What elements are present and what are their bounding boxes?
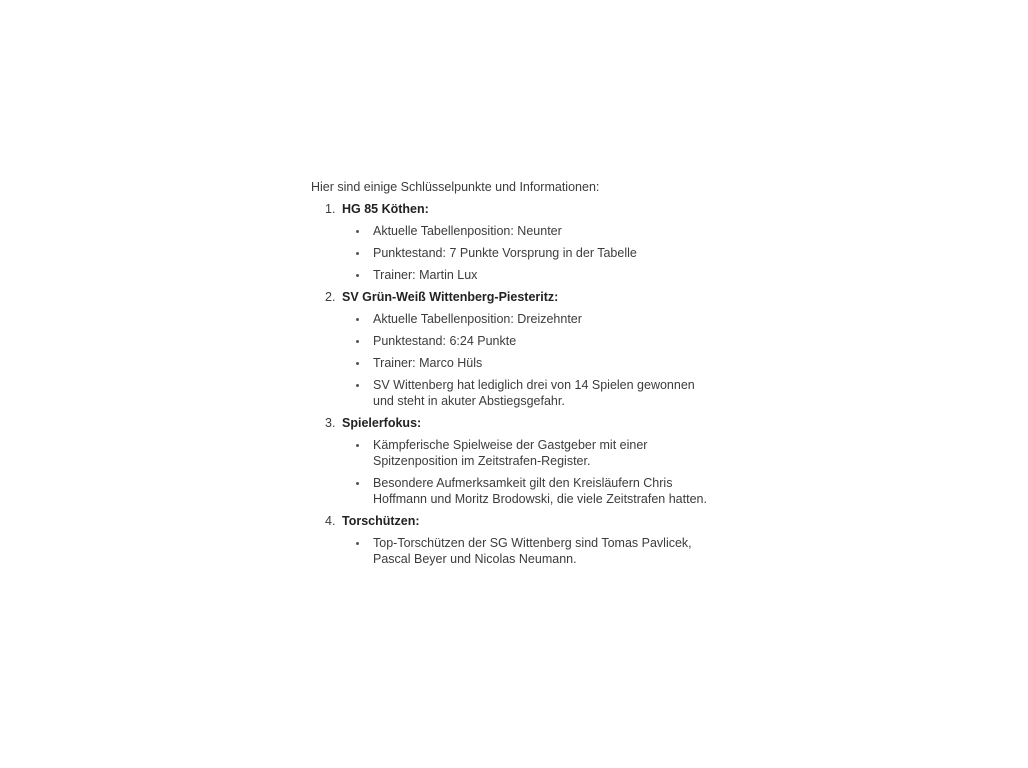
bullet-text: Besondere Aufmerksamkeit gilt den Kreisläufern Chris Hoffmann und Moritz Brodowski, die viele Zeitstrafen hatten. [373, 476, 707, 506]
bullet-icon [356, 230, 359, 233]
bullet-item [342, 267, 713, 283]
bullet-icon [356, 274, 359, 277]
list-item [311, 415, 731, 507]
section-title: SV Grün-Weiß Wittenberg-Piesteritz: [342, 290, 559, 304]
document-body [311, 179, 731, 573]
bullet-text: Top-Torschützen der SG Wittenberg sind Tomas Pavlicek, Pascal Beyer und Nicolas Neumann. [373, 536, 692, 566]
bullet-list [342, 223, 731, 283]
bullet-item [342, 355, 713, 371]
bullet-text: SV Wittenberg hat lediglich drei von 14 Spielen gewonnen und steht in akuter Abstiegsgefahr. [373, 378, 695, 408]
list-item [311, 289, 731, 409]
bullet-icon [356, 482, 359, 485]
bullet-text: Trainer: Marco Hüls [373, 356, 483, 370]
list-item [311, 201, 731, 283]
bullet-icon [356, 318, 359, 321]
list-number: 2. [325, 290, 336, 304]
bullet-item [342, 333, 713, 349]
bullet-icon [356, 444, 359, 447]
bullet-item [342, 223, 713, 239]
bullet-text: Punktestand: 6:24 Punkte [373, 334, 517, 348]
bullet-item [342, 535, 713, 567]
bullet-list [342, 535, 731, 567]
bullet-icon [356, 542, 359, 545]
section-title: Torschützen: [342, 514, 420, 528]
intro-text: Hier sind einige Schlüsselpunkte und Informationen: [311, 180, 600, 194]
list-number: 1. [325, 202, 336, 216]
bullet-text: Aktuelle Tabellenposition: Neunter [373, 224, 562, 238]
numbered-list [311, 201, 731, 567]
bullet-item [342, 437, 713, 469]
list-item [311, 513, 731, 567]
bullet-item [342, 245, 713, 261]
section-title: HG 85 Köthen: [342, 202, 429, 216]
bullet-text: Punktestand: 7 Punkte Vorsprung in der Tabelle [373, 246, 637, 260]
bullet-item [342, 311, 713, 327]
bullet-icon [356, 362, 359, 365]
bullet-item [342, 475, 713, 507]
bullet-list [342, 437, 731, 507]
bullet-text: Aktuelle Tabellenposition: Dreizehnter [373, 312, 582, 326]
list-number: 3. [325, 416, 336, 430]
bullet-item [342, 377, 713, 409]
bullet-text: Kämpferische Spielweise der Gastgeber mit einer Spitzenposition im Zeitstrafen-Register. [373, 438, 648, 468]
bullet-text: Trainer: Martin Lux [373, 268, 478, 282]
bullet-list [342, 311, 731, 409]
bullet-icon [356, 340, 359, 343]
bullet-icon [356, 384, 359, 387]
list-number: 4. [325, 514, 336, 528]
section-title: Spielerfokus: [342, 416, 422, 430]
bullet-icon [356, 252, 359, 255]
